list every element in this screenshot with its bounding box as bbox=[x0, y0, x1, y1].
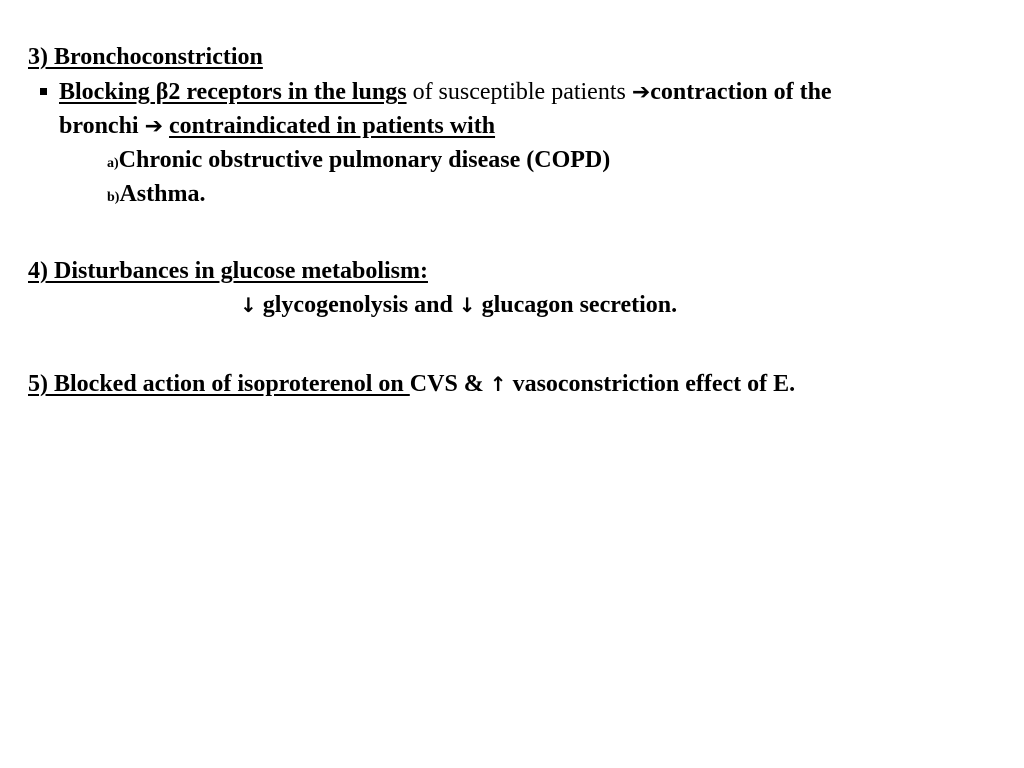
list-item-text: Asthma. bbox=[119, 181, 206, 207]
up-arrow-icon: ↑ bbox=[489, 372, 507, 396]
section-5-line bbox=[28, 370, 795, 398]
vasoconstriction-text: vasoconstriction effect of E. bbox=[506, 371, 796, 397]
down-arrow-icon: ↓ bbox=[240, 293, 257, 317]
section-4-detail bbox=[240, 291, 677, 319]
contraindicated-text: contraindicated in patients with bbox=[169, 113, 496, 139]
glycogenolysis-text: glycogenolysis and bbox=[256, 292, 459, 318]
list-item-asthma bbox=[107, 180, 205, 212]
section-5-heading: 5) Blocked action of isoproterenol on bbox=[28, 371, 410, 397]
cvs-text: CVS & bbox=[409, 371, 490, 397]
section-3-bullet-line-2 bbox=[59, 112, 495, 141]
bullet-square-icon bbox=[40, 88, 47, 95]
section-3-bullet-line-1 bbox=[59, 78, 832, 107]
contraction-text: contraction of the bbox=[650, 79, 832, 105]
right-arrow-icon: ➔ bbox=[631, 80, 651, 105]
list-marker: a) bbox=[107, 156, 119, 171]
right-arrow-icon: ➔ bbox=[144, 114, 164, 139]
down-arrow-icon: ↓ bbox=[458, 293, 476, 317]
susceptible-patients-text: of susceptible patients bbox=[406, 79, 632, 105]
list-marker: b) bbox=[107, 190, 120, 205]
list-item-text: Chronic obstructive pulmonary disease (COPD) bbox=[118, 147, 611, 173]
bronchi-text: bronchi bbox=[59, 113, 145, 139]
blocking-beta2-text: Blocking β2 receptors in the lungs bbox=[59, 79, 407, 105]
section-4-heading: 4) Disturbances in glucose metabolism: bbox=[28, 258, 428, 284]
section-3-heading: 3) Bronchoconstriction bbox=[28, 44, 263, 70]
list-item-copd bbox=[107, 146, 610, 178]
glucagon-text: glucagon secretion. bbox=[475, 292, 678, 318]
